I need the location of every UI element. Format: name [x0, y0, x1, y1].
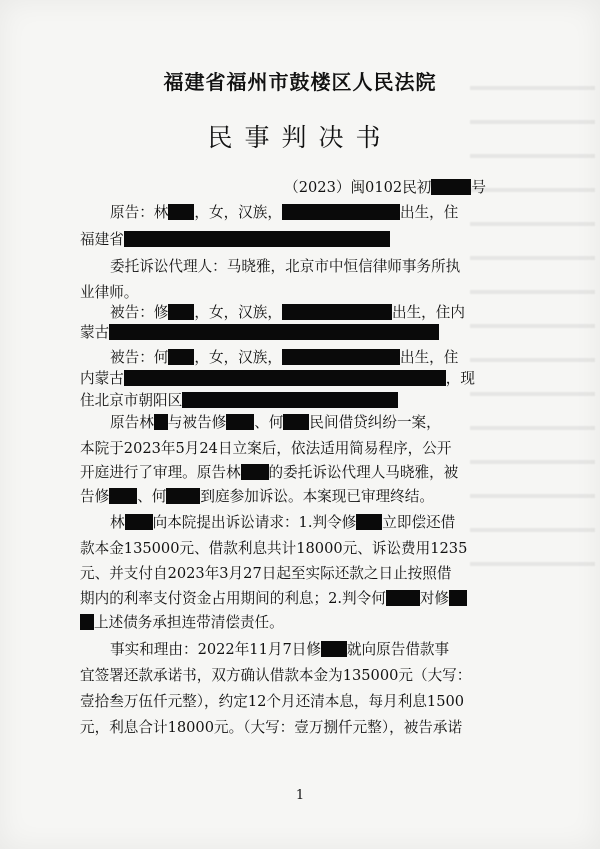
plaintiff-address-line: [80, 231, 390, 249]
intro-text: 民间借贷纠纷一案，: [309, 414, 441, 431]
redaction: [124, 370, 446, 386]
intro-text: 的委托诉讼代理人马晓雅，被: [268, 464, 459, 481]
redaction: [109, 488, 137, 504]
defendant2-address-end: ，现: [445, 370, 475, 387]
defendant2-line: [110, 349, 458, 367]
plaintiff-address: 福建省: [80, 231, 124, 248]
case-number-prefix: （2023）闽0102民初: [284, 179, 432, 196]
facts-line-3: 壹拾叁万伍仟元整），约定12个月还清本息，每月利息1500: [80, 693, 465, 710]
redaction: [125, 514, 153, 530]
redaction: [168, 304, 194, 320]
facts-line-2: 宜签署还款承诺书，双方确认借款本金为135000元（大写：: [80, 667, 472, 684]
claims-text: 上述债务承担连带清偿责任。: [94, 614, 284, 631]
defendant2-info-end: 出生，住: [399, 349, 459, 366]
agent-line-cont: 业律师。: [80, 284, 139, 301]
claims-text: 向本院提出诉讼请求：1.判令修: [152, 514, 357, 531]
redaction: [282, 349, 400, 365]
claims-line-2: 款本金135000元、借款利息共计18000元、诉讼费用1235: [80, 540, 468, 557]
redaction: [80, 614, 94, 630]
redaction: [154, 414, 168, 430]
redaction: [166, 488, 200, 504]
redaction: [321, 641, 347, 657]
plaintiff-info-end: 出生，住: [399, 204, 459, 221]
defendant1-info: ，女，汉族，: [194, 304, 282, 321]
claims-line-1: [110, 514, 455, 532]
claims-text: 期内的利率支付资金占用期间的利息；2.判令何: [80, 590, 386, 607]
intro-text: 开庭进行了审理。原告林: [80, 464, 241, 481]
claims-text: 立即偿还借: [382, 514, 456, 531]
defendant1-info-end: 出生，住内: [391, 304, 465, 321]
redaction: [449, 590, 467, 606]
intro-text: 原告林: [110, 414, 154, 431]
plaintiff-label: 原告：林: [110, 204, 169, 221]
facts-text: 事实和理由：2022年11月7日修: [110, 641, 321, 658]
redaction: [182, 392, 398, 408]
intro-line-4: [80, 488, 434, 506]
facts-line-4: 元，利息合计18000元。（大写：壹万捌仟元整），被告承诺: [80, 719, 463, 736]
intro-text: 、何: [254, 414, 284, 431]
redaction: [386, 590, 420, 606]
intro-text: 到庭参加诉讼。本案现已审理终结。: [200, 488, 434, 505]
claims-line-3: 元、并支付自2023年3月27日起至实际还款之日止按照借: [80, 565, 452, 582]
redaction: [283, 414, 309, 430]
redaction: [168, 204, 194, 220]
redaction: [241, 464, 269, 480]
defendant2-label: 被告：何: [110, 349, 169, 366]
defendant1-line: [110, 304, 465, 322]
claims-line-5: [80, 614, 284, 632]
defendant1-address-line: [80, 324, 439, 342]
defendant1-label: 被告：修: [110, 304, 169, 321]
intro-line-3: [80, 464, 458, 482]
defendant2-address: 内蒙古: [80, 370, 124, 387]
plaintiff-line: [110, 204, 458, 222]
redaction: [431, 179, 471, 195]
case-number-suffix: 号: [471, 179, 486, 196]
redaction: [282, 304, 392, 320]
intro-text: 与被告修: [167, 414, 227, 431]
redaction: [168, 349, 194, 365]
defendant2-info: ，女，汉族，: [194, 349, 282, 366]
facts-line-1: [110, 641, 449, 659]
page-number: 1: [295, 788, 305, 803]
facts-text: 就向原告借款事: [346, 641, 450, 658]
redaction: [356, 514, 382, 530]
redaction: [124, 231, 390, 247]
defendant2-residence-line: [80, 392, 398, 410]
defendant1-address: 蒙古: [80, 324, 110, 341]
redaction: [226, 414, 254, 430]
intro-line-2: 本院于2023年5月24日立案后，依法适用简易程序，公开: [80, 440, 452, 457]
redaction: [109, 324, 439, 340]
plaintiff-info: ，女，汉族，: [194, 204, 282, 221]
document-title: 民事判决书: [207, 123, 393, 152]
claims-text: 对修: [419, 590, 450, 607]
defendant2-residence: 住北京市朝阳区: [80, 392, 183, 409]
case-number: [284, 176, 486, 197]
claims-line-4: [80, 590, 467, 608]
court-name: 福建省福州市鼓楼区人民法院: [163, 70, 437, 94]
redaction: [282, 204, 400, 220]
intro-text: 、何: [137, 488, 167, 505]
claims-text: 林: [110, 514, 125, 531]
intro-text: 告修: [80, 488, 110, 505]
defendant2-address-line: [80, 370, 475, 388]
intro-line-1: [110, 414, 441, 432]
agent-line: 委托诉讼代理人：马晓雅，北京市中恒信律师事务所执: [110, 258, 461, 275]
